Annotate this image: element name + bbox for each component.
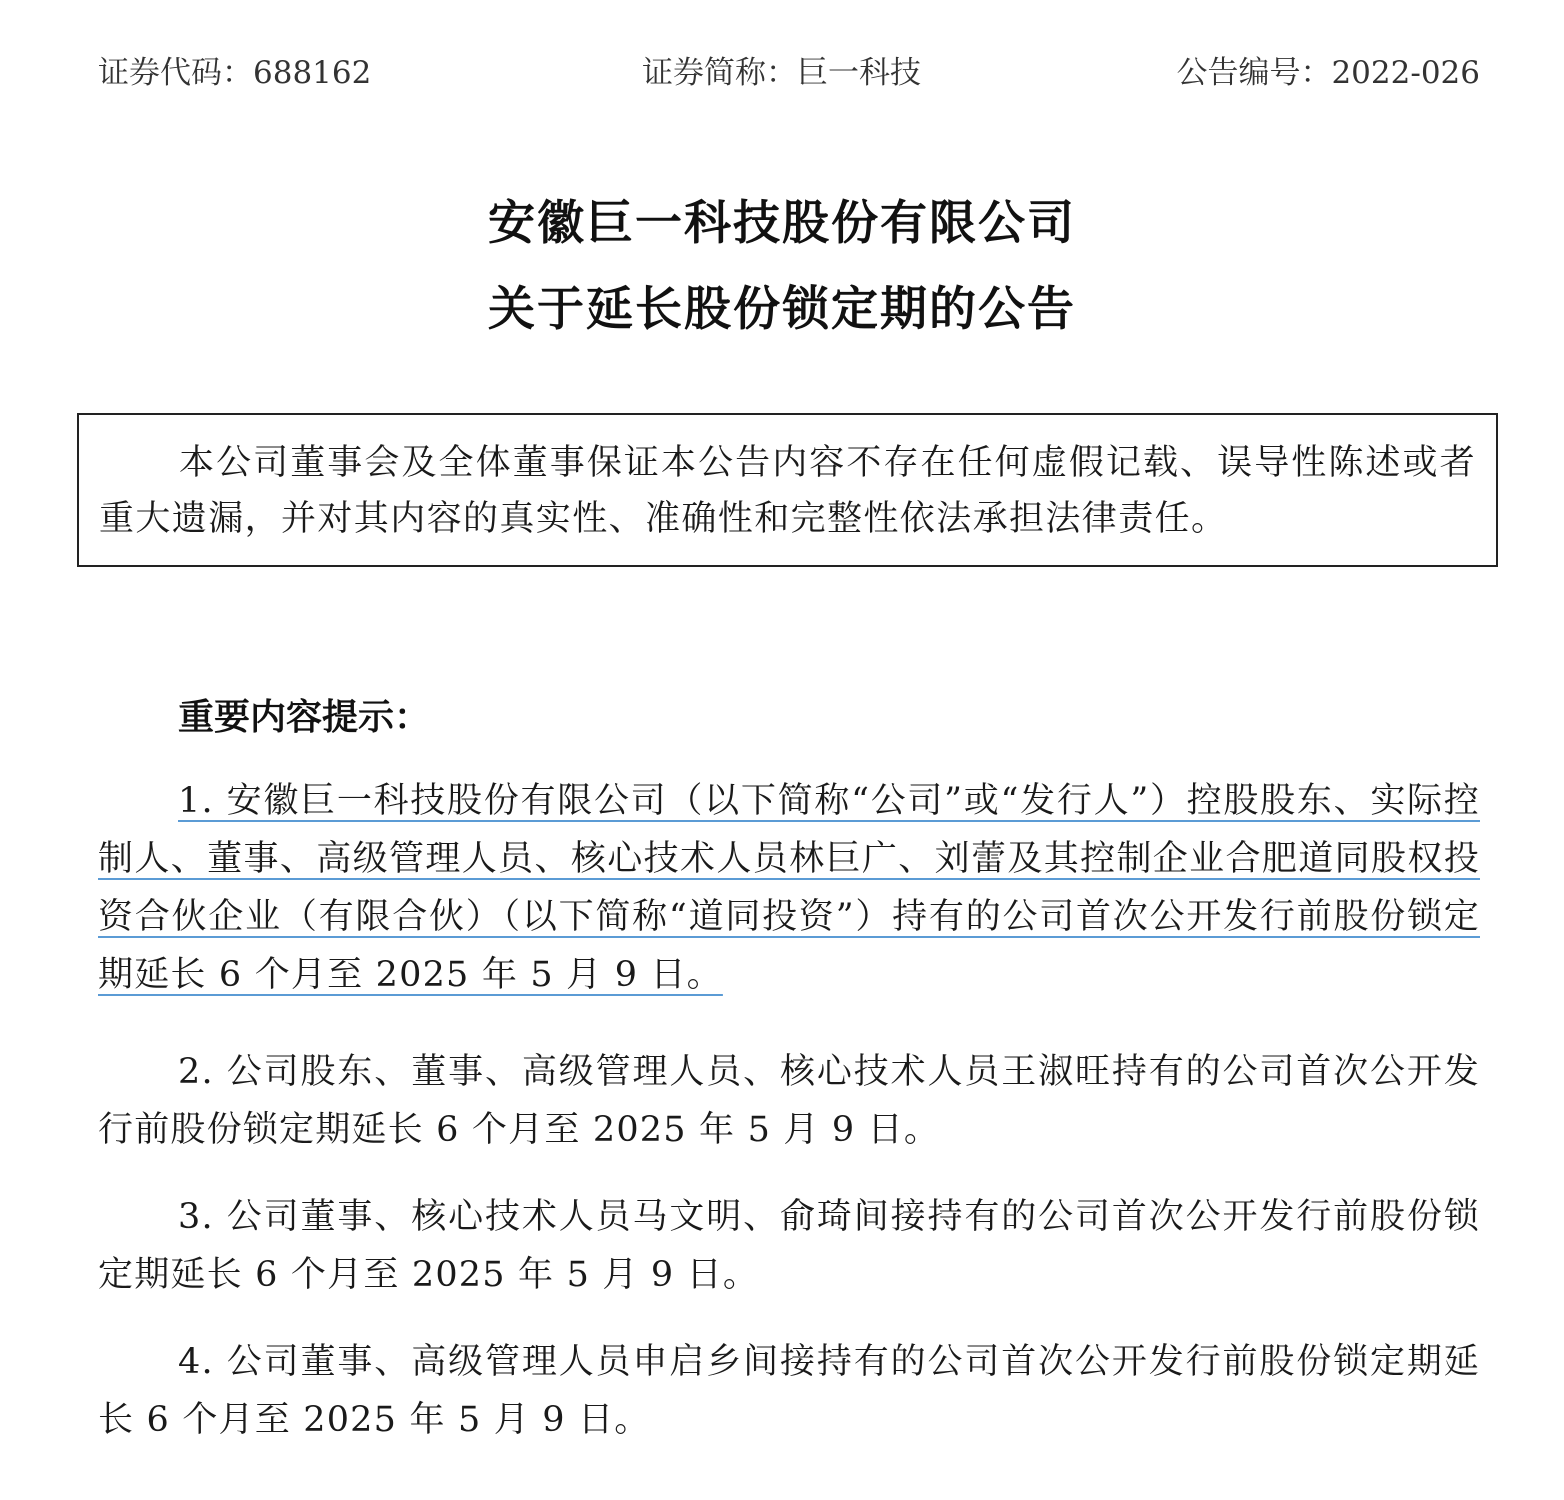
- board-statement-box: [77, 413, 1498, 567]
- board-statement-text: 本公司董事会及全体董事保证本公告内容不存在任何虚假记载、误导性陈述或者重大遗漏，并对其内容的真实性、准确性和完整性依法承担法律责任。: [99, 443, 1476, 539]
- announcement-number: 公告编号：2022-026: [1176, 55, 1480, 91]
- important-item-4: [98, 1333, 1480, 1449]
- important-item-2-text: 2. 公司股东、董事、高级管理人员、核心技术人员王淑旺持有的公司首次公开发行前股份锁定期延长 6 个月至 2025 年 5 月 9 日。: [98, 1052, 1480, 1150]
- document-header: [98, 48, 1480, 98]
- important-item-3: [98, 1188, 1480, 1304]
- important-item-1-text: 1. 安徽巨一科技股份有限公司（以下简称“公司”或“发行人”）控股股东、实际控制人、董事、高级管理人员、核心技术人员林巨广、刘蕾及其控制企业合肥道同股权投资合伙企业（有限合伙）（以下简称“道同投资”）持有的公司首次公开发行前股份锁定期延长 6 个月至 2025 年 5 月 9 日。: [98, 781, 1480, 995]
- important-item-2: [98, 1043, 1480, 1159]
- important-item-4-text: 4. 公司董事、高级管理人员申启乡间接持有的公司首次公开发行前股份锁定期延长 6 个月至 2025 年 5 月 9 日。: [98, 1342, 1480, 1440]
- important-content-heading: 重要内容提示：: [178, 697, 431, 738]
- stock-short-name: 证券简称：巨一科技: [642, 55, 921, 91]
- important-item-1: [98, 772, 1480, 1004]
- important-item-3-text: 3. 公司董事、核心技术人员马文明、俞琦间接持有的公司首次公开发行前股份锁定期延长 6 个月至 2025 年 5 月 9 日。: [98, 1197, 1480, 1295]
- stock-code: 证券代码：688162: [98, 55, 372, 91]
- company-title: 安徽巨一科技股份有限公司: [488, 196, 1076, 251]
- announcement-title: 关于延长股份锁定期的公告: [488, 282, 1076, 337]
